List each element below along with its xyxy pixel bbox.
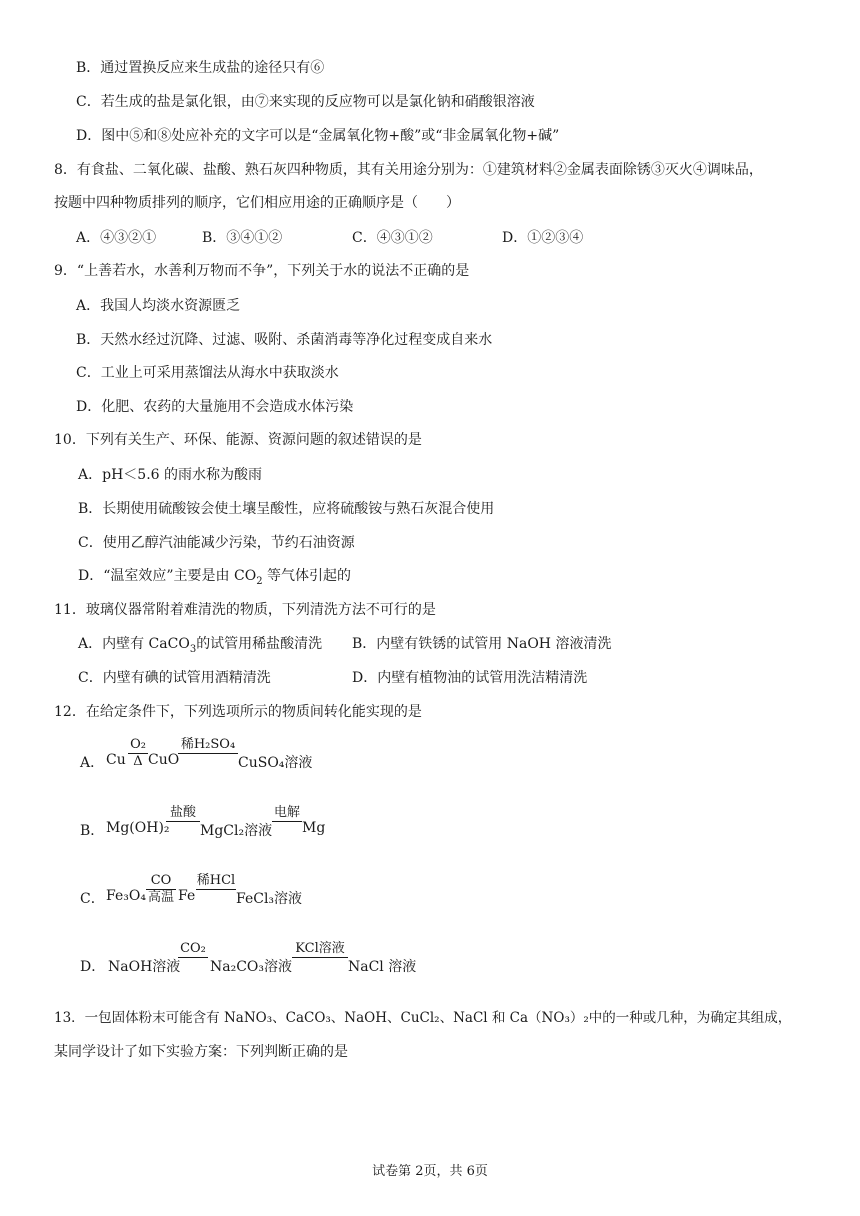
q10d-post: 等气体引起的 xyxy=(267,568,352,584)
q12c-arrow1: CO 高温 xyxy=(147,873,174,905)
q12a-s1: Cu xyxy=(106,752,126,768)
q13-stem-line2: 某同学设计了如下实验方案：下列判断正确的是 xyxy=(54,1044,348,1060)
q10-option-c: C．使用乙醇汽油能减少污染，节约石油资源 xyxy=(78,535,355,551)
q11-option-b: B．内壁有铁锈的试管用 NaOH 溶液清洗 xyxy=(352,636,612,652)
q12c-s3: FeCl₃溶液 xyxy=(236,891,303,907)
q7-option-d: D．图中⑤和⑧处应补充的文字可以是“金属氧化物+酸”或“非金属氧化物+碱” xyxy=(76,128,560,144)
page-footer: 试卷第 2页，共 6页 xyxy=(372,1164,488,1179)
q11-stem: 11．玻璃仪器常附着难清洗的物质，下列清洗方法不可行的是 xyxy=(54,602,436,618)
q9-stem: 9．“上善若水，水善利万物而不争”，下列关于水的说法不正确的是 xyxy=(54,263,470,279)
q9-option-a: A．我国人均淡水资源匮乏 xyxy=(76,298,241,314)
q12a-arrow2: 稀H₂SO₄ xyxy=(178,738,238,755)
q7-option-b: B．通过置换反应来生成盐的途径只有⑥ xyxy=(76,60,325,76)
q12a-s3: CuSO₄溶液 xyxy=(238,755,313,771)
q12b-arrow1: 盐酸 xyxy=(166,806,200,823)
q8-stem-line1: 8．有食盐、二氧化碳、盐酸、熟石灰四种物质，其有关用途分别为：①建筑材料②金属表面除锈③灭火④调味品， xyxy=(54,162,763,178)
q8-option-a: A．④③②① xyxy=(76,230,157,246)
q12b-s3: Mg xyxy=(302,820,326,836)
q10-option-a: A．pH＜5.6 的雨水称为酸雨 xyxy=(78,467,262,483)
q12a-arrow1: O₂ Δ xyxy=(128,738,148,769)
q11-option-a: A．内壁有 CaCO$_3$的试管用稀盐酸清洗 xyxy=(78,636,323,655)
q12a-s2: CuO xyxy=(148,752,180,768)
q10-stem: 10．下列有关生产、环保、能源、资源问题的叙述错误的是 xyxy=(54,432,422,448)
q12b-s1: Mg(OH)₂ xyxy=(106,820,170,836)
q10-option-b: B．长期使用硫酸铵会使土壤呈酸性，应将硫酸铵与熟石灰混合使用 xyxy=(78,501,495,517)
q10-option-d xyxy=(78,566,351,592)
q12d-label: D． xyxy=(80,959,106,975)
q12c-s1: Fe₃O₄ xyxy=(106,888,146,904)
q9-option-b: B．天然水经过沉降、过滤、吸附、杀菌消毒等净化过程变成自来水 xyxy=(76,332,493,348)
q9-option-c: C．工业上可采用蒸馏法从海水中获取淡水 xyxy=(76,365,339,381)
q8-option-c: C．④③①② xyxy=(352,230,433,246)
q12-stem: 12．在给定条件下，下列选项所示的物质间转化能实现的是 xyxy=(54,704,422,720)
q12d-s1: NaOH溶液 xyxy=(108,959,181,975)
q13-stem-line1: 13．一包固体粉末可能含有 NaNO₃、CaCO₃、NaOH、CuCl₂、NaCl 和 Ca（NO₃）₂中的一种或几种，为确定其组成， xyxy=(54,1010,792,1026)
q12a-label: A． xyxy=(80,755,105,771)
q12c-label: C． xyxy=(80,891,105,907)
q12b-label: B． xyxy=(80,823,105,839)
q10d-pre: D．“温室效应”主要是由 xyxy=(78,568,230,584)
q11-option-c: C．内壁有碘的试管用酒精清洗 xyxy=(78,670,271,686)
q9-option-d: D．化肥、农药的大量施用不会造成水体污染 xyxy=(76,399,354,415)
q8-option-d: D．①②③④ xyxy=(502,230,584,246)
q12d-s2: Na₂CO₃溶液 xyxy=(210,959,293,975)
q12b-s2: MgCl₂溶液 xyxy=(200,823,273,839)
q12c-arrow2: 稀HCl xyxy=(196,873,236,888)
q8-stem-line2: 按题中四种物质排列的顺序，它们相应用途的正确顺序是（ ） xyxy=(54,195,460,211)
q8-option-b: B．③④①② xyxy=(202,230,283,246)
q12d-s3: NaCl 溶液 xyxy=(348,959,417,975)
q12d-arrow2: KCl溶液 xyxy=(292,942,348,959)
q12b-arrow2: 电解 xyxy=(273,805,300,820)
q10d-formula: $CO_2$ xyxy=(234,568,263,587)
q11-option-d: D．内壁有植物油的试管用洗洁精清洗 xyxy=(352,670,588,686)
q12d-arrow1: CO₂ xyxy=(178,942,208,959)
q12c-s2: Fe xyxy=(178,888,196,904)
q7-option-c: C．若生成的盐是氯化银，由⑦来实现的反应物可以是氯化钠和硝酸银溶液 xyxy=(76,94,535,110)
